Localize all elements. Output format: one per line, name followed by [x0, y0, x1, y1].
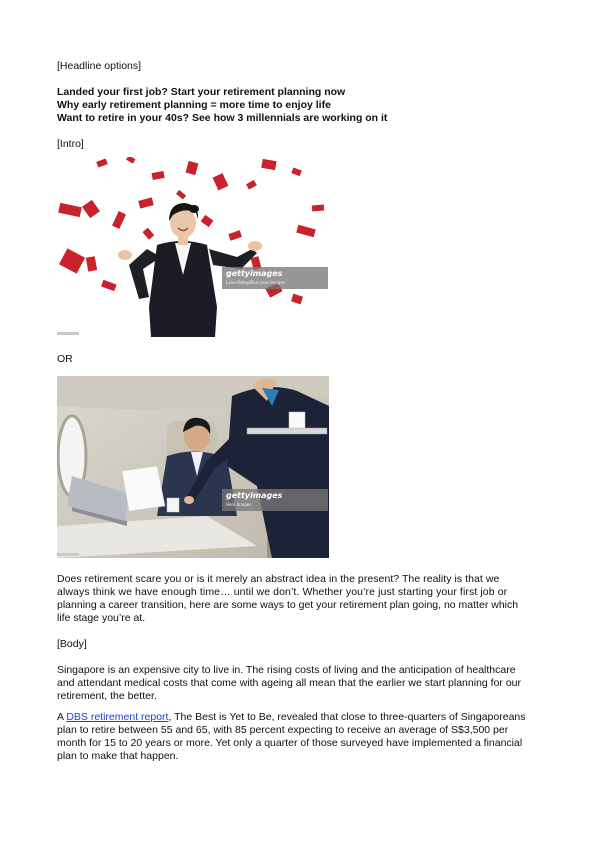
body1-line-2: and attendant medical costs that come with ageing all mean that the earlier we start planning for our [57, 677, 522, 689]
image-credit-mark-2 [57, 553, 79, 556]
intro-line-3: planning a career transition, here are some ways to get your retirement plan going, no matter which [57, 599, 519, 611]
intro-line-1: Does retirement scare you or is it merely an abstract idea in the present? The reality is that we [57, 573, 500, 585]
headline-option-2: Why early retirement planning = more time to enjoy life [57, 99, 331, 111]
body2-line-1 [57, 711, 545, 724]
intro-label: [Intro] [57, 138, 84, 150]
getty-watermark-1 [222, 267, 328, 289]
intro-image-airplane [57, 376, 329, 558]
intro-paragraph [57, 573, 545, 625]
body2-line1-rest: , The Best is Yet to Be, revealed that close to three-quarters of Singaporeans [168, 711, 526, 723]
body2-prefix: A [57, 711, 67, 723]
watermark-brand-2: gettyimages [226, 491, 283, 500]
headline-option-1: Landed your first job? Start your retirement planning now [57, 86, 346, 98]
body2-line-4: plan to make that happen. [57, 750, 179, 762]
airplane-cabin-illustration [57, 376, 329, 558]
body1-line-1: Singapore is an expensive city to live in. The rising costs of living and the anticipation of healthcare [57, 664, 516, 676]
headline-option-3: Want to retire in your 40s? See how 3 millennials are working on it [57, 112, 388, 124]
body-paragraph-2 [57, 711, 545, 763]
watermark-credit-2: Hero Images [226, 502, 252, 507]
body1-line-3: retirement, the better. [57, 690, 157, 702]
body2-line-3: month for 15 to 20 years or more. Yet only a quarter of those surveyed have implemented a financial [57, 737, 523, 749]
red-envelopes-illustration [57, 157, 328, 337]
intro-image-red-envelopes [57, 157, 328, 337]
dbs-report-link[interactable]: DBS retirement report [66, 711, 169, 723]
or-label: OR [57, 353, 73, 365]
image-credit-mark-1 [57, 332, 79, 335]
intro-line-4: life stage you’re at. [57, 612, 146, 624]
body-label: [Body] [57, 638, 87, 650]
getty-watermark-2 [222, 489, 328, 511]
intro-line-2: always think we have enough time… until we don’t. Whether you’re just starting your first job or [57, 586, 508, 598]
watermark-credit-1: Lane Oatey/Blue Jean Images [226, 280, 285, 285]
watermark-brand-1: gettyimages [226, 269, 283, 278]
body2-line-2: plan to retire between 55 and 65, with 85 percent expecting to receive an average of S$3,500 per [57, 724, 509, 736]
headline-options-label: [Headline options] [57, 60, 142, 72]
body-paragraph-1 [57, 664, 545, 703]
